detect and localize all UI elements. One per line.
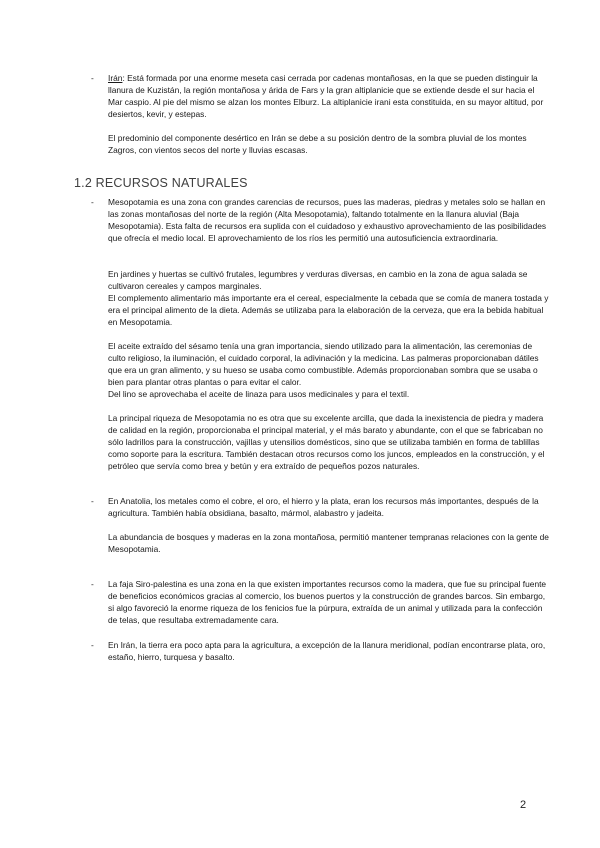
mesopotamia-paragraph-1: Mesopotamia es una zona con grandes carencias de recursos, pues las maderas, piedras y metales solo se hallan en las zonas montañosas del norte de la región (Alta Mesopotamia), faltando totalmente en la llanura aluvial (Baja Mesopotamia). Esta falta de recursos era suplida con el cuidadoso y exhaustivo aprovechamiento de las posibilidades que ofrecía el medio local. El aprovechamiento de los ríos les permitió una autosuficiencia extraordinaria. [108, 197, 547, 244]
mesopotamia-paragraph-3b: Del lino se aprovechaba el aceite de linaza para usos medicinales y para el textil. [108, 389, 410, 399]
bullet-dash: - [91, 496, 94, 506]
iran-intro-text: : Está formada por una enorme meseta casi cerrada por cadenas montañosas, en la que se pueden distinguir la llanura de Kuzistán, la región montañosa y árida de Fars y la gran altiplanicie que se extiende desde el sur hacia el Mar caspio. Al pie del mismo se alzan los montes Elburz. La altiplanicie irani esta constituida, en su mayor altitud, por desiertos, kevir, y estepas. [108, 73, 544, 120]
bullet-dash: - [91, 579, 94, 589]
mesopotamia-paragraph-2b: El complemento alimentario más importante era el cereal, especialmente la cebada que se comía de manera tostada y era el principal alimento de la dieta. Además se utilizaba para la elaboración de la cerveza, que era la bebida habitual en Mesopotamia. [108, 293, 549, 328]
anatolia-paragraph-2: La abundancia de bosques y maderas en la zona montañosa, permitió mantener tempranas relaciones con la gente de Mesopotamia. [108, 532, 549, 555]
siro-palestina-paragraph: La faja Siro-palestina es una zona en la que existen importantes recursos como la madera, que fue su principal fuente de beneficios económicos gracias al comercio, los buenos puertos y la construcción de grandes barcos. Sin embargo, si algo favoreció la enorme riqueza de los fenicios fue la púrpura, extraída de un animal y utilizada para la confección de telas, que resultaba extremadamente cara. [108, 579, 547, 626]
iran-intro-paragraph [108, 72, 550, 120]
mesopotamia-paragraph-3a: El aceite extraído del sésamo tenía una gran importancia, siendo utilizado para la alimentación, las ceremonias de culto religioso, la iluminación, el cuidado corporal, la adivinación y la medicina. Las palmeras proporcionaban dátiles que era un gran alimento, y su hueso se usaba como combustible. Además proporcionaban sombra que se usaba o bien para plantar otras plantas o para evitar el calor. [108, 341, 539, 388]
iran-recursos-paragraph: En Irán, la tierra era poco apta para la agricultura, a excepción de la llanura meridional, podían encontrarse plata, oro, estaño, hierro, turquesa y basalto. [108, 640, 546, 663]
bullet-dash: - [91, 73, 94, 83]
anatolia-paragraph-1: En Anatolia, los metales como el cobre, el oro, el hierro y la plata, eran los recursos más importantes, después de la agricultura. También había obsidiana, basalto, mármol, alabastro y jadeita. [108, 496, 539, 519]
mesopotamia-paragraph-4: La principal riqueza de Mesopotamia no es otra que su excelente arcilla, que dada la inexistencia de piedra y madera de calidad en la región, proporcionaba el principal material, y el más barato y abundante, con el que se fabricaban no sólo ladrillos para la construcción, vajillas y utensilios domésticos, sino que se utilizaba también en forma de tablillas como soporte para la escritura. También destacan otros recursos como los juncos, empleados en la construcción, y el petróleo que servía como brea y betún y era extraído de pequeños pozos naturales. [108, 413, 545, 472]
iran-predominio-paragraph: El predominio del componente desértico en Irán se debe a su posición dentro de la sombra pluvial de los montes Zagros, con vientos secos del norte y lluvias escasas. [108, 133, 527, 156]
bullet-dash: - [91, 640, 94, 650]
mesopotamia-paragraph-2a: En jardines y huertas se cultivó frutales, legumbres y verduras diversas, en cambio en la zona de agua salada se cultivaron cereales y campos marginales. [108, 269, 528, 292]
page-number: 2 [520, 799, 527, 811]
iran-term: Irán [108, 73, 123, 83]
bullet-dash: - [91, 197, 94, 207]
section-heading: 1.2 RECURSOS NATURALES [74, 176, 248, 190]
